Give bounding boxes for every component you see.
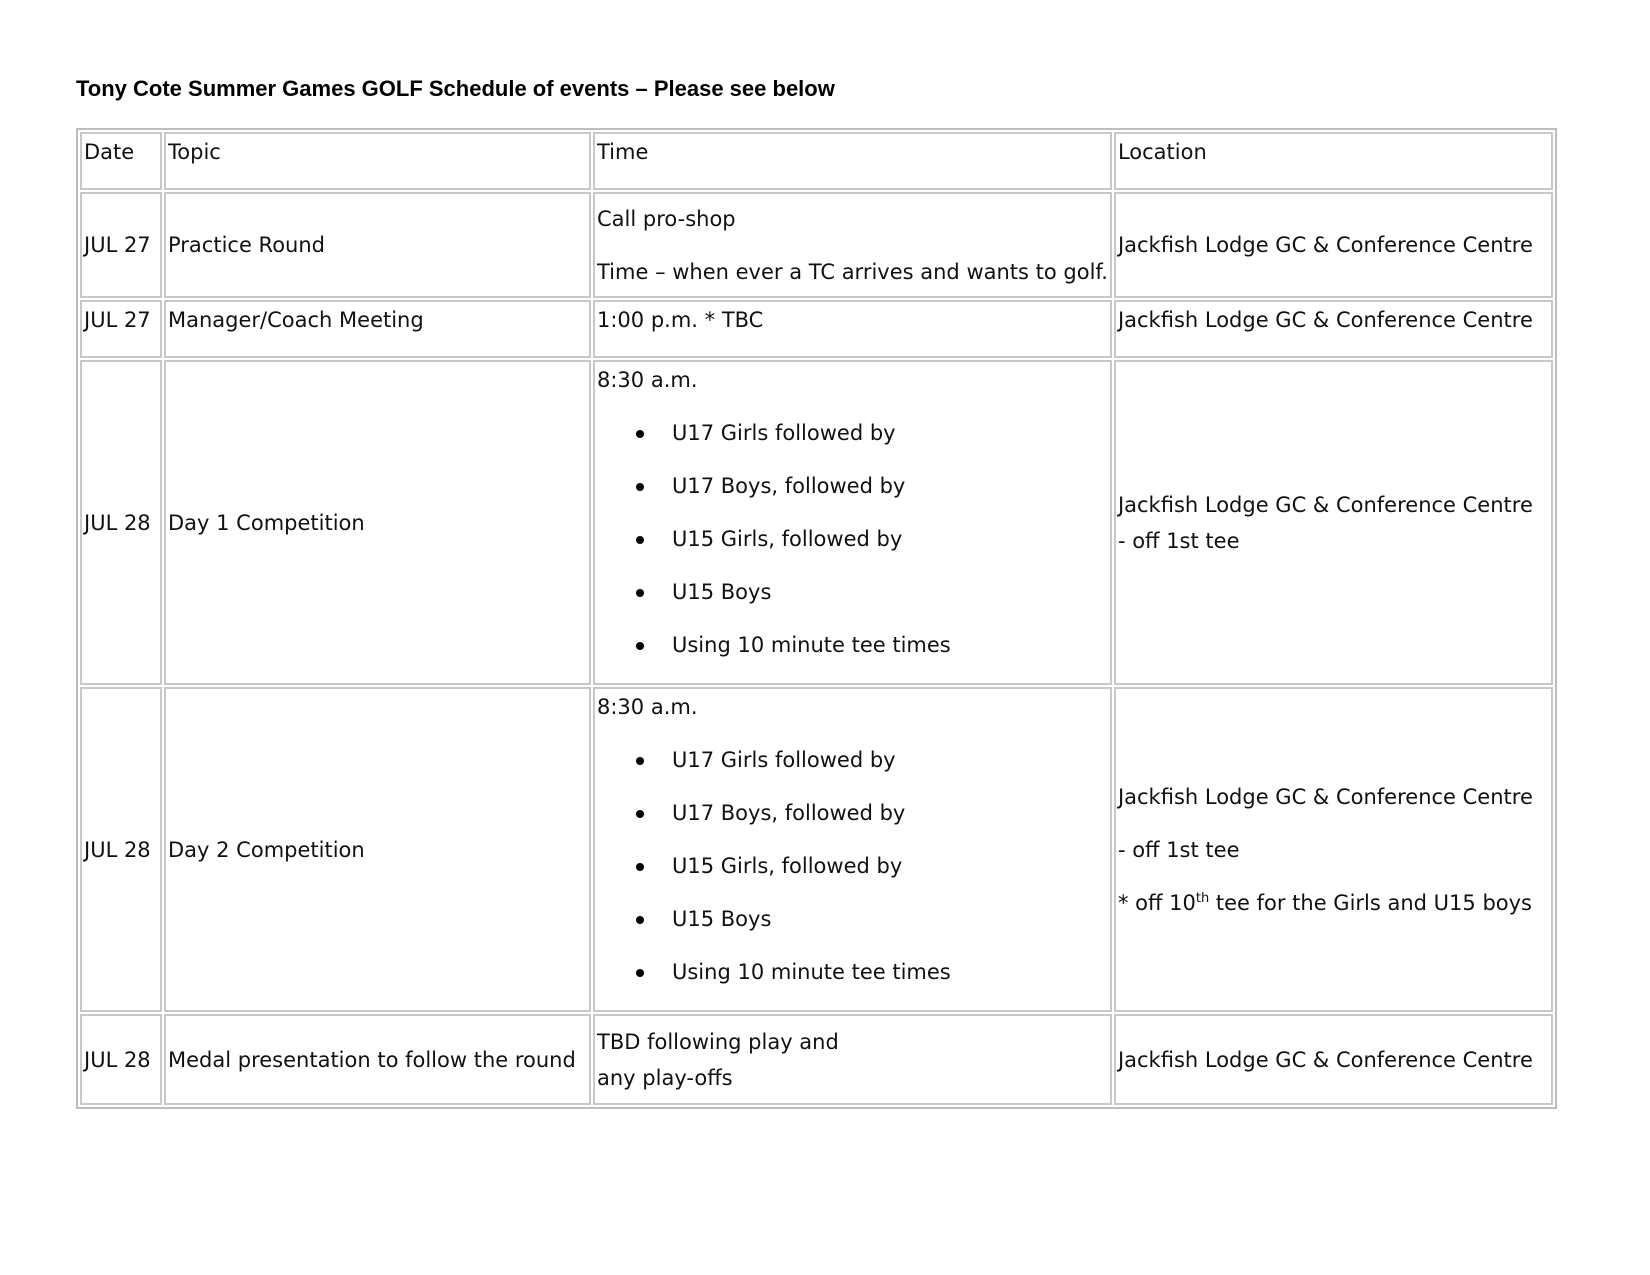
row-location: Jackfish Lodge GC & Conference Centre bbox=[1114, 300, 1553, 358]
row-location bbox=[1114, 360, 1553, 685]
bullet-icon bbox=[636, 757, 644, 765]
row-time: 1:00 p.m. * TBC bbox=[593, 300, 1112, 358]
list-item-text: U17 Boys, followed by bbox=[672, 474, 906, 498]
time-line: TBD following play and bbox=[597, 1029, 839, 1054]
row-location: Jackfish Lodge GC & Conference Centre bbox=[1114, 1014, 1553, 1105]
list-item-text: U15 Girls, followed by bbox=[672, 527, 903, 551]
location-note-prefix: * off 10 bbox=[1117, 890, 1196, 915]
time-line: Time – when ever a TC arrives and wants to golf. bbox=[597, 259, 1108, 284]
bullet-icon bbox=[636, 969, 644, 977]
table-row bbox=[80, 1014, 1553, 1105]
location-note-superscript: th bbox=[1195, 890, 1210, 906]
header-location: Location bbox=[1114, 132, 1553, 190]
list-item bbox=[597, 627, 1108, 663]
row-time bbox=[593, 687, 1112, 1012]
row-topic: Medal presentation to follow the round bbox=[164, 1014, 591, 1105]
location-line: - off 1st tee bbox=[1117, 837, 1240, 862]
bullet-icon bbox=[636, 863, 644, 871]
time-line: Call pro-shop bbox=[597, 206, 736, 231]
location-note bbox=[1118, 885, 1549, 921]
bullet-icon bbox=[636, 810, 644, 818]
bullet-icon bbox=[636, 536, 644, 544]
location-note-suffix: tee for the Girls and U15 boys bbox=[1209, 890, 1532, 915]
list-item bbox=[597, 901, 1108, 937]
row-topic: Day 1 Competition bbox=[164, 360, 591, 685]
list-item bbox=[597, 574, 1108, 610]
list-item-text: U17 Boys, followed by bbox=[672, 801, 906, 825]
list-item bbox=[597, 521, 1108, 557]
header-topic: Topic bbox=[164, 132, 591, 190]
location-line: Jackfish Lodge GC & Conference Centre bbox=[1117, 492, 1533, 517]
list-item-text: U15 Girls, followed by bbox=[672, 854, 903, 878]
table-row bbox=[80, 687, 1553, 1012]
time-bullet-list bbox=[597, 415, 1108, 663]
row-topic: Practice Round bbox=[164, 192, 591, 298]
bullet-icon bbox=[636, 916, 644, 924]
location-line: Jackfish Lodge GC & Conference Centre bbox=[1117, 784, 1533, 809]
table-row bbox=[80, 360, 1553, 685]
row-location bbox=[1114, 687, 1553, 1012]
bullet-icon bbox=[636, 483, 644, 491]
row-date: JUL 27 bbox=[80, 192, 162, 298]
row-date: JUL 28 bbox=[80, 687, 162, 1012]
table-row bbox=[80, 192, 1553, 298]
document-title: Tony Cote Summer Games GOLF Schedule of events – Please see below bbox=[76, 76, 835, 101]
time-start: 8:30 a.m. bbox=[597, 695, 698, 719]
time-line: any play-offs bbox=[597, 1065, 733, 1090]
list-item bbox=[597, 415, 1108, 451]
table-row bbox=[80, 300, 1553, 358]
list-item bbox=[597, 468, 1108, 504]
schedule-table bbox=[76, 128, 1557, 1109]
row-location: Jackfish Lodge GC & Conference Centre bbox=[1114, 192, 1553, 298]
list-item-text: U15 Boys bbox=[672, 907, 772, 931]
row-time bbox=[593, 192, 1112, 298]
row-time bbox=[593, 1014, 1112, 1105]
bullet-icon bbox=[636, 589, 644, 597]
row-topic: Day 2 Competition bbox=[164, 687, 591, 1012]
list-item bbox=[597, 848, 1108, 884]
list-item bbox=[597, 742, 1108, 778]
row-time bbox=[593, 360, 1112, 685]
row-date: JUL 28 bbox=[80, 1014, 162, 1105]
time-start: 8:30 a.m. bbox=[597, 368, 698, 392]
list-item-text: U17 Girls followed by bbox=[672, 748, 896, 772]
list-item bbox=[597, 954, 1108, 990]
row-date: JUL 28 bbox=[80, 360, 162, 685]
list-item bbox=[597, 795, 1108, 831]
list-item-text: Using 10 minute tee times bbox=[672, 960, 951, 984]
list-item-text: U15 Boys bbox=[672, 580, 772, 604]
row-date: JUL 27 bbox=[80, 300, 162, 358]
list-item-text: U17 Girls followed by bbox=[672, 421, 896, 445]
time-bullet-list bbox=[597, 742, 1108, 990]
row-topic: Manager/Coach Meeting bbox=[164, 300, 591, 358]
table-header-row bbox=[80, 132, 1553, 190]
list-item-text: Using 10 minute tee times bbox=[672, 633, 951, 657]
bullet-icon bbox=[636, 430, 644, 438]
bullet-icon bbox=[636, 642, 644, 650]
header-time: Time bbox=[593, 132, 1112, 190]
header-date: Date bbox=[80, 132, 162, 190]
location-line: - off 1st tee bbox=[1117, 528, 1240, 553]
